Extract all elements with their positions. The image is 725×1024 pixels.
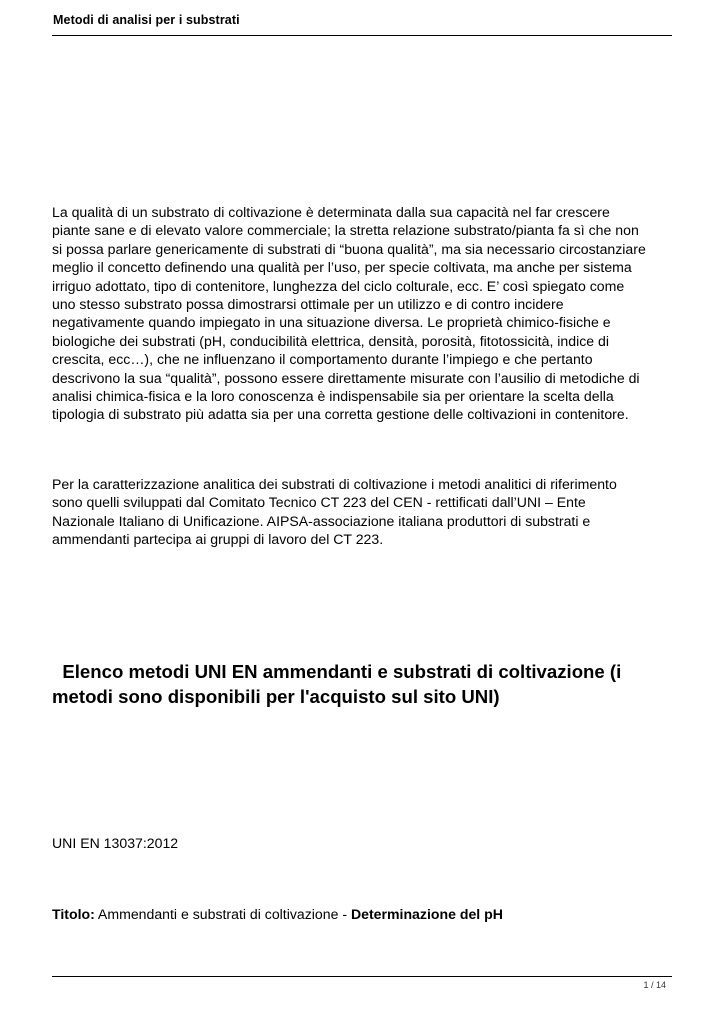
title-emphasis: Determinazione del pH — [350, 906, 503, 922]
title-label: Titolo: — [52, 906, 95, 922]
intro-paragraph — [52, 203, 677, 424]
paragraph-line: La qualità di un substrato di coltivazione è determinata dalla sua capacità nel far crescere — [52, 204, 610, 220]
heading-line: Elenco metodi UNI EN ammendanti e substrati di coltivazione (i — [52, 661, 622, 682]
paragraph-line: irriguo adottato, tipo di contenitore, lunghezza del ciclo colturale, ecc. E’ così spiegato come — [52, 277, 625, 294]
footer-divider — [52, 976, 672, 977]
heading-line: metodi sono disponibili per l'acquisto sul sito UNI) — [52, 686, 500, 707]
page-header-title: Metodi di analisi per i substrati — [53, 13, 240, 27]
paragraph-line: crescita, ecc…), che ne influenzano il comportamento durante l’impiego e che pertanto — [52, 351, 593, 368]
paragraph-line: analisi chimica-fisica e la loro conoscenza è indispensabile sia per orientare la scelta della — [52, 388, 614, 405]
paragraph-line: sono quelli sviluppati dal Comitato Tecnico CT 223 del CEN - rettificati dall’UNI – Ente — [52, 494, 586, 511]
paragraph-line: negativamente quando impiegato in una situazione diversa. Le proprietà chimico-fisiche e — [52, 314, 611, 331]
paragraph-line: uno stesso substrato possa dimostrarsi ottimale per un utilizzo e di contro incidere — [52, 296, 564, 313]
title-text: Ammendanti e substrati di coltivazione - — [94, 906, 351, 922]
paragraph-line: ammendanti partecipa ai gruppi di lavoro del CT 223. — [52, 531, 384, 548]
header-divider — [52, 35, 672, 36]
standard-title — [52, 906, 503, 922]
paragraph-line: meglio il concetto definendo una qualità per l’uso, per specie coltivata, ma anche per sistema — [52, 259, 632, 276]
paragraph-line: si possa parlare genericamente di substrati di “buona qualità”, ma sia necessario circostanziare — [52, 240, 646, 257]
reference-paragraph — [52, 475, 677, 549]
page-number: 1 / 14 — [643, 980, 666, 990]
paragraph-line: Nazionale Italiano di Unificazione. AIPSA-associazione italiana produttori di substrati e — [52, 512, 591, 529]
paragraph-line: piante sane e di elevato valore commerciale; la stretta relazione substrato/pianta fa sì che non — [52, 222, 639, 239]
paragraph-line: Per la caratterizzazione analitica dei substrati di coltivazione i metodi analitici di riferimento — [52, 476, 617, 492]
paragraph-line: descrivono la sua “qualità”, possono essere direttamente misurate con l’ausilio di metodiche di — [52, 369, 640, 386]
section-heading — [52, 659, 682, 709]
paragraph-line: biologiche dei substrati (pH, conducibilità elettrica, densità, porosità, fitotossicità, indice di — [52, 332, 609, 349]
paragraph-line: tipologia di substrato più adatta sia per una corretta gestione delle coltivazioni in contenitore. — [52, 406, 629, 423]
standard-code: UNI EN 13037:2012 — [52, 835, 179, 851]
